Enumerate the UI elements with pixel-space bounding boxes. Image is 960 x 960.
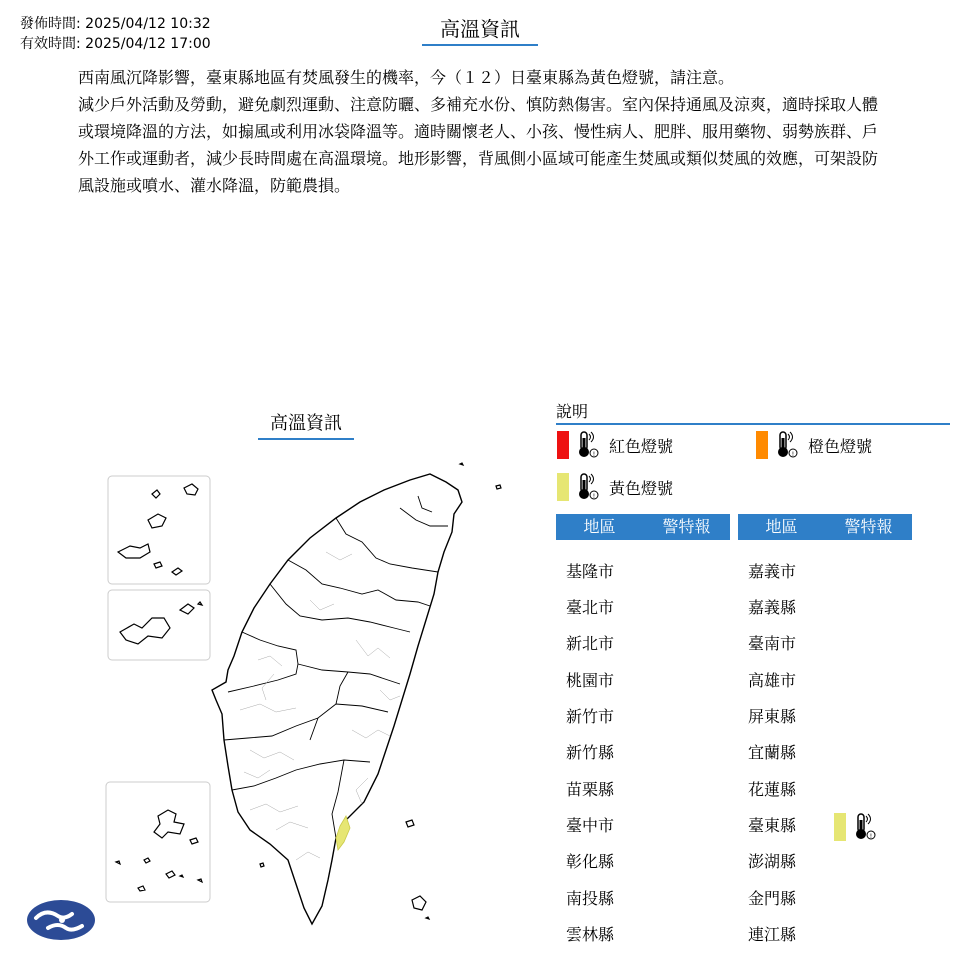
region-left: 桃園市 [566, 671, 615, 690]
cwa-logo [26, 898, 96, 942]
publish-time: 發佈時間: 2025/04/12 10:32 [20, 16, 211, 32]
thermometer-icon [852, 812, 876, 842]
region-left: 新北市 [566, 634, 615, 653]
region-left: 臺北市 [566, 598, 615, 617]
region-right: 澎湖縣 [748, 852, 797, 871]
region-left: 雲林縣 [566, 925, 615, 944]
region-left: 基隆市 [566, 562, 615, 581]
red-swatch [557, 431, 569, 459]
region-right: 屏東縣 [748, 707, 797, 726]
page-title: 高溫資訊 [422, 14, 538, 46]
thermometer-icon [774, 430, 798, 460]
description-advice: 減少戶外活動及勞動，避免劇烈運動、注意防曬、多補充水份、慎防熱傷害。室內保持通風及涼爽，適時採取人體或環境降溫的方法，如搧風或利用冰袋降溫等。適時關懷老人、小孩、慢性病人、肥胖、服用藥物、弱勢族群、戶外工作或運動者，減少長時間處在高溫環境。地形影響，背風側小區域可能產生焚風或類似焚風的效應，可架設防風設施或噴水、灌水降溫，防範農損。 [78, 95, 879, 195]
region-left: 南投縣 [566, 889, 615, 908]
region-left: 新竹市 [566, 707, 615, 726]
orange-swatch [756, 431, 768, 459]
region-right: 臺南市 [748, 634, 797, 653]
region-right: 花蓮縣 [748, 780, 797, 799]
col-warning: 警特報 [844, 517, 893, 536]
region-left: 苗栗縣 [566, 780, 615, 799]
region-left: 新竹縣 [566, 743, 615, 762]
legend-item-red [557, 430, 673, 460]
svg-text:!: ! [869, 833, 873, 840]
legend-item-yellow [557, 472, 673, 502]
taiwan-map [100, 460, 520, 930]
svg-text:!: ! [592, 493, 596, 500]
col-region: 地區 [765, 517, 798, 536]
region-right: 連江縣 [748, 925, 797, 944]
yellow-swatch [557, 473, 569, 501]
region-right: 宜蘭縣 [748, 743, 797, 762]
valid-time: 有效時間: 2025/04/12 17:00 [20, 36, 211, 52]
region-right: 嘉義縣 [748, 598, 797, 617]
region-right: 金門縣 [748, 889, 797, 908]
thermometer-icon [575, 430, 599, 460]
issue-meta [20, 14, 211, 54]
table-header-right [738, 514, 912, 540]
taitung-warning-marker [834, 812, 886, 842]
legend-orange-label: 橙色燈號 [808, 436, 873, 456]
region-left: 彰化縣 [566, 852, 615, 871]
description [78, 64, 878, 199]
region-right: 高雄市 [748, 671, 797, 690]
table-header-left [556, 514, 730, 540]
col-region: 地區 [583, 517, 616, 536]
region-right: 嘉義市 [748, 562, 797, 581]
legend-item-orange [756, 430, 872, 460]
legend-title: 說明 [556, 402, 950, 425]
legend-red-label: 紅色燈號 [609, 436, 674, 456]
yellow-swatch [834, 813, 846, 841]
col-warning: 警特報 [662, 517, 711, 536]
thermometer-icon [575, 472, 599, 502]
region-right: 臺東縣 [748, 816, 797, 835]
map-title: 高溫資訊 [258, 410, 354, 440]
description-summary: 西南風沉降影響，臺東縣地區有焚風發生的機率，今（１２）日臺東縣為黃色燈號，請注意。 [78, 68, 735, 87]
legend-yellow-label: 黃色燈號 [609, 478, 674, 498]
svg-text:!: ! [592, 451, 596, 458]
region-left: 臺中市 [566, 816, 615, 835]
svg-text:!: ! [791, 451, 795, 458]
